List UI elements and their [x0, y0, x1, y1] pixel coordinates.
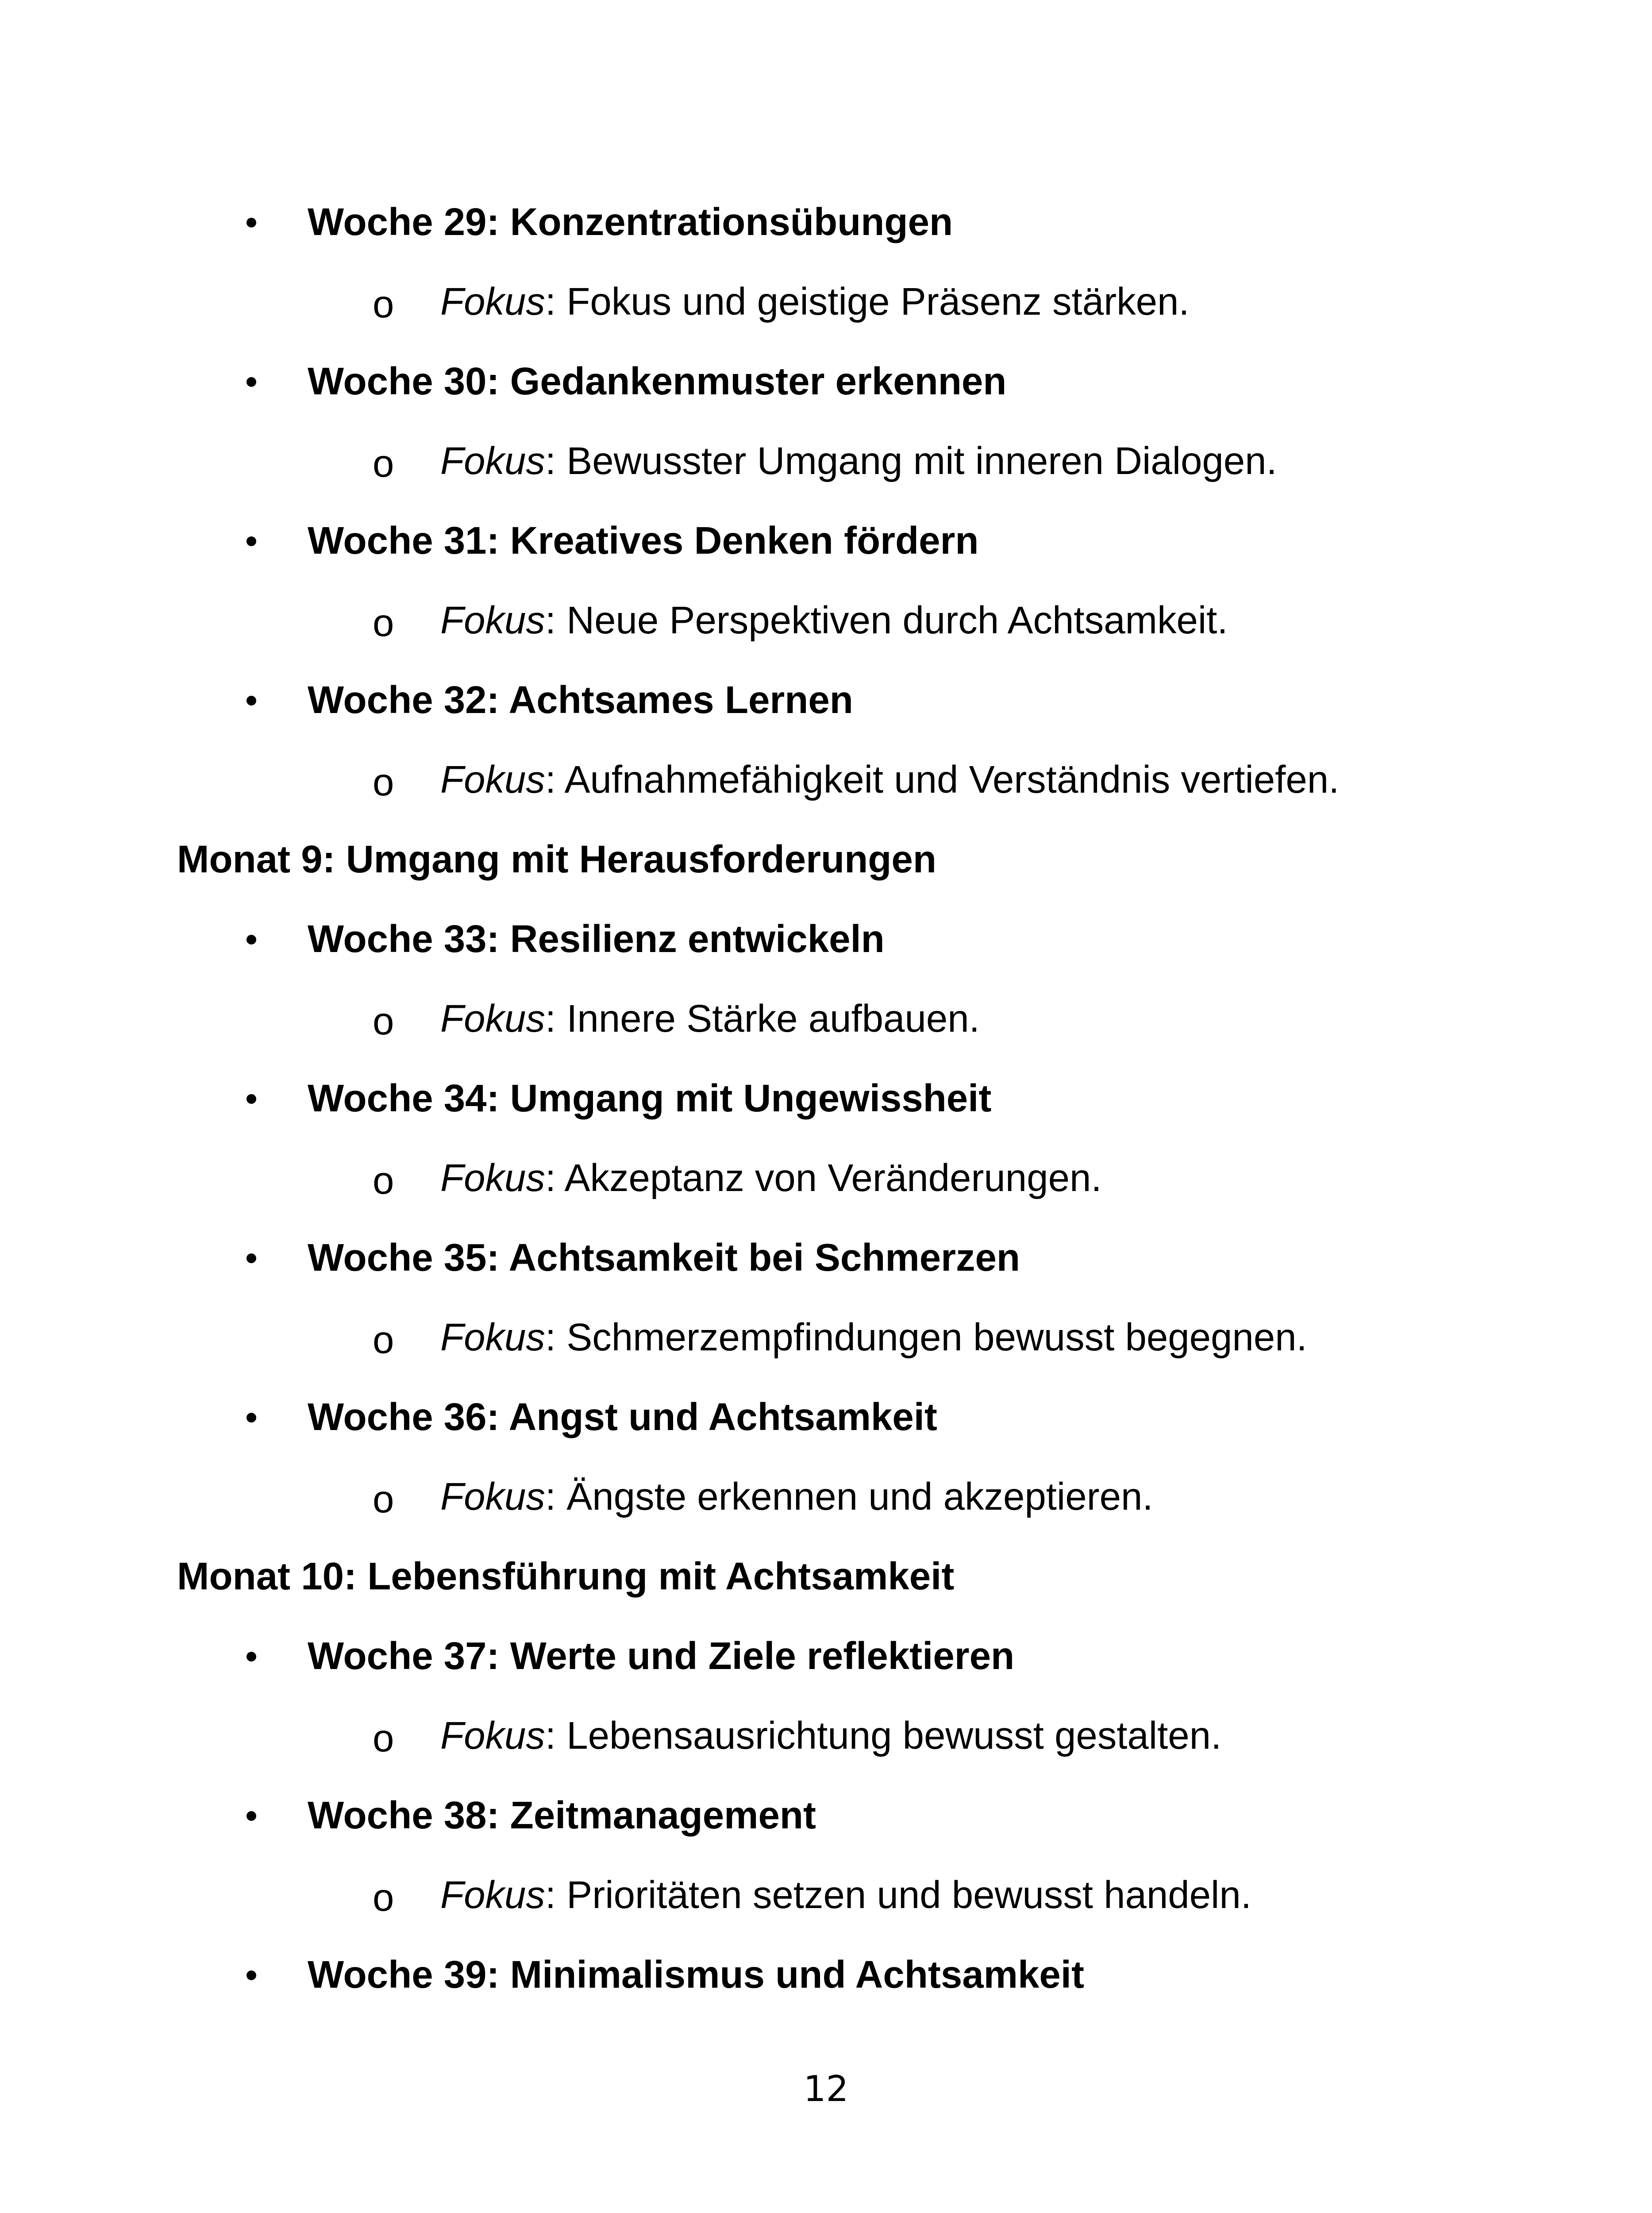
week-heading: Woche 39: Minimalismus und Achtsamkeit — [308, 1953, 1084, 1996]
bullet-icon — [241, 1076, 263, 1121]
bullet-icon — [241, 1236, 263, 1280]
sub-bullet-icon: o — [373, 442, 394, 485]
focus-label: Fokus — [440, 758, 545, 801]
sub-bullet-icon: o — [373, 1876, 394, 1919]
bullet-icon — [241, 359, 263, 404]
week-heading: Woche 29: Konzentrationsübungen — [308, 200, 953, 243]
focus-label: Fokus — [440, 1874, 545, 1916]
sub-bullet-icon: o — [373, 1717, 394, 1760]
focus-item — [440, 439, 1277, 483]
focus-text: : Schmerzempfindungen bewusst begegnen. — [545, 1316, 1307, 1359]
week-heading: Woche 32: Achtsames Lernen — [308, 679, 853, 721]
bullet-icon — [241, 1395, 263, 1439]
bullet-icon — [241, 1634, 263, 1678]
week-heading: Woche 31: Kreatives Denken fördern — [308, 519, 979, 562]
focus-text: : Innere Stärke aufbauen. — [545, 997, 980, 1040]
focus-item — [440, 997, 980, 1041]
bullet-icon — [241, 678, 263, 722]
focus-item — [440, 758, 1339, 802]
focus-label: Fokus — [440, 1714, 545, 1757]
focus-text: : Ängste erkennen und akzeptieren. — [545, 1475, 1153, 1518]
bullet-icon — [241, 1793, 263, 1838]
month-heading: Monat 9: Umgang mit Herausforderungen — [177, 838, 936, 881]
week-heading: Woche 30: Gedankenmuster erkennen — [308, 360, 1007, 403]
focus-text: : Bewusster Umgang mit inneren Dialogen. — [545, 440, 1277, 482]
bullet-icon — [241, 200, 263, 244]
focus-label: Fokus — [440, 1316, 545, 1359]
bullet-icon — [241, 519, 263, 563]
focus-text: : Akzeptanz von Veränderungen. — [545, 1157, 1102, 1199]
page-number: 12 — [803, 2068, 849, 2109]
focus-label: Fokus — [440, 599, 545, 642]
week-heading: Woche 38: Zeitmanagement — [308, 1794, 816, 1837]
month-heading: Monat 10: Lebensführung mit Achtsamkeit — [177, 1555, 955, 1598]
focus-label: Fokus — [440, 1157, 545, 1199]
week-heading: Woche 35: Achtsamkeit bei Schmerzen — [308, 1236, 1020, 1279]
focus-item — [440, 1714, 1221, 1758]
focus-item — [440, 1873, 1252, 1917]
sub-bullet-icon: o — [373, 601, 394, 644]
focus-text: : Prioritäten setzen und bewusst handeln. — [545, 1874, 1252, 1916]
sub-bullet-icon: o — [373, 1478, 394, 1521]
bullet-icon — [241, 917, 263, 961]
focus-item — [440, 1156, 1102, 1200]
focus-text: : Fokus und geistige Präsenz stärken. — [545, 280, 1190, 323]
week-heading: Woche 33: Resilienz entwickeln — [308, 918, 885, 960]
focus-text: : Lebensausrichtung bewusst gestalten. — [545, 1714, 1222, 1757]
sub-bullet-icon: o — [373, 1000, 394, 1043]
week-heading: Woche 34: Umgang mit Ungewissheit — [308, 1077, 992, 1120]
sub-bullet-icon: o — [373, 283, 394, 326]
focus-item — [440, 1475, 1153, 1519]
focus-text: : Neue Perspektiven durch Achtsamkeit. — [545, 599, 1228, 642]
focus-item — [440, 1315, 1307, 1360]
bullet-icon — [241, 1953, 263, 1997]
sub-bullet-icon: o — [373, 1159, 394, 1202]
sub-bullet-icon: o — [373, 761, 394, 804]
focus-label: Fokus — [440, 440, 545, 482]
focus-label: Fokus — [440, 997, 545, 1040]
focus-item — [440, 598, 1228, 643]
focus-item — [440, 280, 1190, 324]
week-heading: Woche 37: Werte und Ziele reflektieren — [308, 1635, 1015, 1677]
week-heading: Woche 36: Angst und Achtsamkeit — [308, 1396, 937, 1438]
sub-bullet-icon: o — [373, 1319, 394, 1361]
focus-label: Fokus — [440, 1475, 545, 1518]
focus-label: Fokus — [440, 280, 545, 323]
focus-text: : Aufnahmefähigkeit und Verständnis vertiefen. — [545, 758, 1340, 801]
